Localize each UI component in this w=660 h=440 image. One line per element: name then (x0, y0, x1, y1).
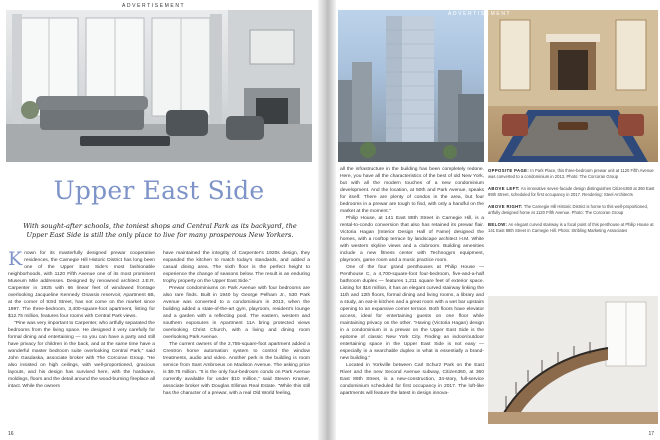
body-paragraph: Known for its masterfully designed prewar cooperative residences, the Carnegie Hill Historic District has long been one of the Upper East Side's most fashionable neighborhoods, with 1120 Fifth Avenue one of its most prominent Museum Mile addresses. Designed by renowned architect J.E.R. Carpenter in 1925 with 66 linear feet of windowed frontage overlooking Jacqueline Kennedy Onassis reservoir, Apartment 6B, at the corner of 93rd Street, has not come on the market since 1997. The three-bedroom, 3,400-square-foot apartment, listing for $12.75 million, features four rooms with Central Park views. (8, 250, 155, 319)
body-paragraph: all the infrastructure in the building has been completely redone. Here, you have all the characteristics of the best of old New York, but with all the modern touches of a new condominium development. And the location, at 50th and Park Avenue, speaks for itself. There are plenty of condos in the area, but four bedrooms in a prewar are tough to find, with only a handful on the market at the moment." (340, 167, 484, 214)
body-paragraph: Prewar condominiums on Park Avenue with four bedrooms are also rare finds. Built in 1940 by George Pelham Jr., 530 Park Avenue was converted to a condominium in 2013, when the building added a state-of-the-art gym, playroom, resident's lounge and a garden with a reflecting pool. The eastern, western and southern exposures in Apartment 11A bring protected views overlooking Christ Church, with a living and dining room overlooking Park Avenue. (163, 286, 310, 340)
tower-illustration (338, 10, 484, 162)
advertisement-label: ADVERTISEMENT (122, 3, 186, 9)
article-deck: With sought-after schools, the toniest shops and Central Park as its backyard, the Upper East Side is still the only place to live for many prosperous New Yorkers. (23, 222, 297, 240)
advertisement-label: ADVERTISEMENT (448, 11, 512, 17)
formal-room-photo (488, 10, 658, 162)
caption-below: BELOW: An elegant curved stairway is a focal point of this penthouse at Philip House at 141 East 88th Street in Carnegie Hill. Photo: Stribling Marketing Associates (488, 222, 654, 233)
living-room-photo (6, 10, 312, 162)
page-number-left: 16 (8, 431, 14, 437)
staircase-illustration (488, 296, 658, 424)
living-room-illustration (6, 10, 312, 162)
body-paragraph: have maintained the integrity of Carpenter's 1920s design, they expanded the kitchen to match today's standards, and added a casual dining area. The sixth floor is the perfect height to experience the change of seasons below. The result is an enduring trophy property on the Upper East Side." (163, 251, 310, 284)
caption-opposite: OPPOSITE PAGE: In Park Place, this three-bedroom prewar unit at 1120 Fifth Avenue was converted to a condominium in 2013. Photo: The Corcoran Group (488, 168, 654, 179)
spine-gutter (318, 0, 336, 440)
left-column-2 (163, 250, 310, 424)
photo-captions (488, 168, 656, 240)
right-column-1 (340, 166, 484, 424)
drop-cap: K (8, 250, 23, 270)
body-paragraph: "Pine was very important to Carpenter, who artfully separated the bedrooms from the living space. He designed it very carefully for formal dining and entertaining — so you can have a party and still have privacy for children in the back, and at the same time have a wonderful master bedroom suite overlooking Central Park," said John Gasdaska, associate broker with The Corcoran Group. "He also insisted on high ceilings, with well-proportioned, gracious layouts, and his design has survived here, with the hardware, moldings, floors and the detail around the wood-burning fireplace all intact. While the owners (8, 321, 155, 389)
body-paragraph: The current owners of the 2,755-square-foot apartment added a Crestron home automation system to control the window treatments, audio and video. Another perk in the building is room service from Sant Ambroeus on Madison Avenue. The asking price is $9.75 million. "It is the only four-bedroom condo on Park Avenue currently available for under $10 million," said Steven Kramer, associate broker with Douglas Elliman Real Estate. "While this still has the character of a prewar, with a real Old World feeling, (163, 342, 310, 396)
left-page (0, 0, 318, 440)
formal-room-illustration (488, 10, 658, 162)
caption-above-left: ABOVE LEFT: An innovative seven-facade design distinguishes Citizen360 at 360 East 89th Street, scheduled for first occupancy in 2017. Rendering: Steel Architects (488, 186, 655, 197)
article-headline: Upper East Side (53, 176, 265, 205)
caption-above-right: ABOVE RIGHT: The Carnegie Hill Historic District is home to this well-proportioned, artfully designed home at 1120 Fifth Avenue. Photo: The Corcoran Group (488, 204, 648, 215)
body-paragraph: Located in Yorkville between Carl Schurz Park on the East River and the new Second Avenue subway, Citizen360, at 360 East 89th Street, is a new-construction, 34-story, full-service condominium scheduled for first occupancy in 2017. The loft-like apartments will feature the latest in design innova- (340, 363, 484, 396)
body-paragraph: One of the four grand penthouses at Philip House — Penthouse C, a 4,700-square-foot four-bedroom, five-and-a-half bathroom duplex — features 1,211 square feet of exterior space. Listing for $16 million, it has an elegant curved stairway linking the 11th and 12th floors, formal dining and living rooms, a library and a study, an eat-in kitchen and a great room with a wet bar upstairs opening to an expansive corner terrace. Both floors have elevator access, ideal for entertaining guests on one floor while maintaining privacy on the other. "Having (Victoria Hagan) design in a condominium in a prewar on the Upper East Side is the epitome of classic New York City. Finding an indoor/outdoor entertaining space in the Upper East Side is not easy — especially in a searchable duplex in what is essentially a brand-new building." (340, 265, 484, 361)
staircase-photo (488, 296, 658, 424)
right-page (336, 0, 660, 440)
left-column-1 (8, 250, 155, 424)
page-number-right: 17 (648, 431, 654, 437)
skyline-tower-photo (338, 10, 484, 162)
body-paragraph: Philip House, at 141 East 88th Street in Carnegie Hill, is a rental-to-condo conversion that also has retained its prewar flair. Victoria Hagan (Interior Design Hall of Fame) designed the homes, with a rooftop terrace by landscape architect H.M. White with western skyline views and a clubroom. Building amenities include a new fitness center with Technogym equipment, playroom, game room and a music practice room. (340, 216, 484, 263)
